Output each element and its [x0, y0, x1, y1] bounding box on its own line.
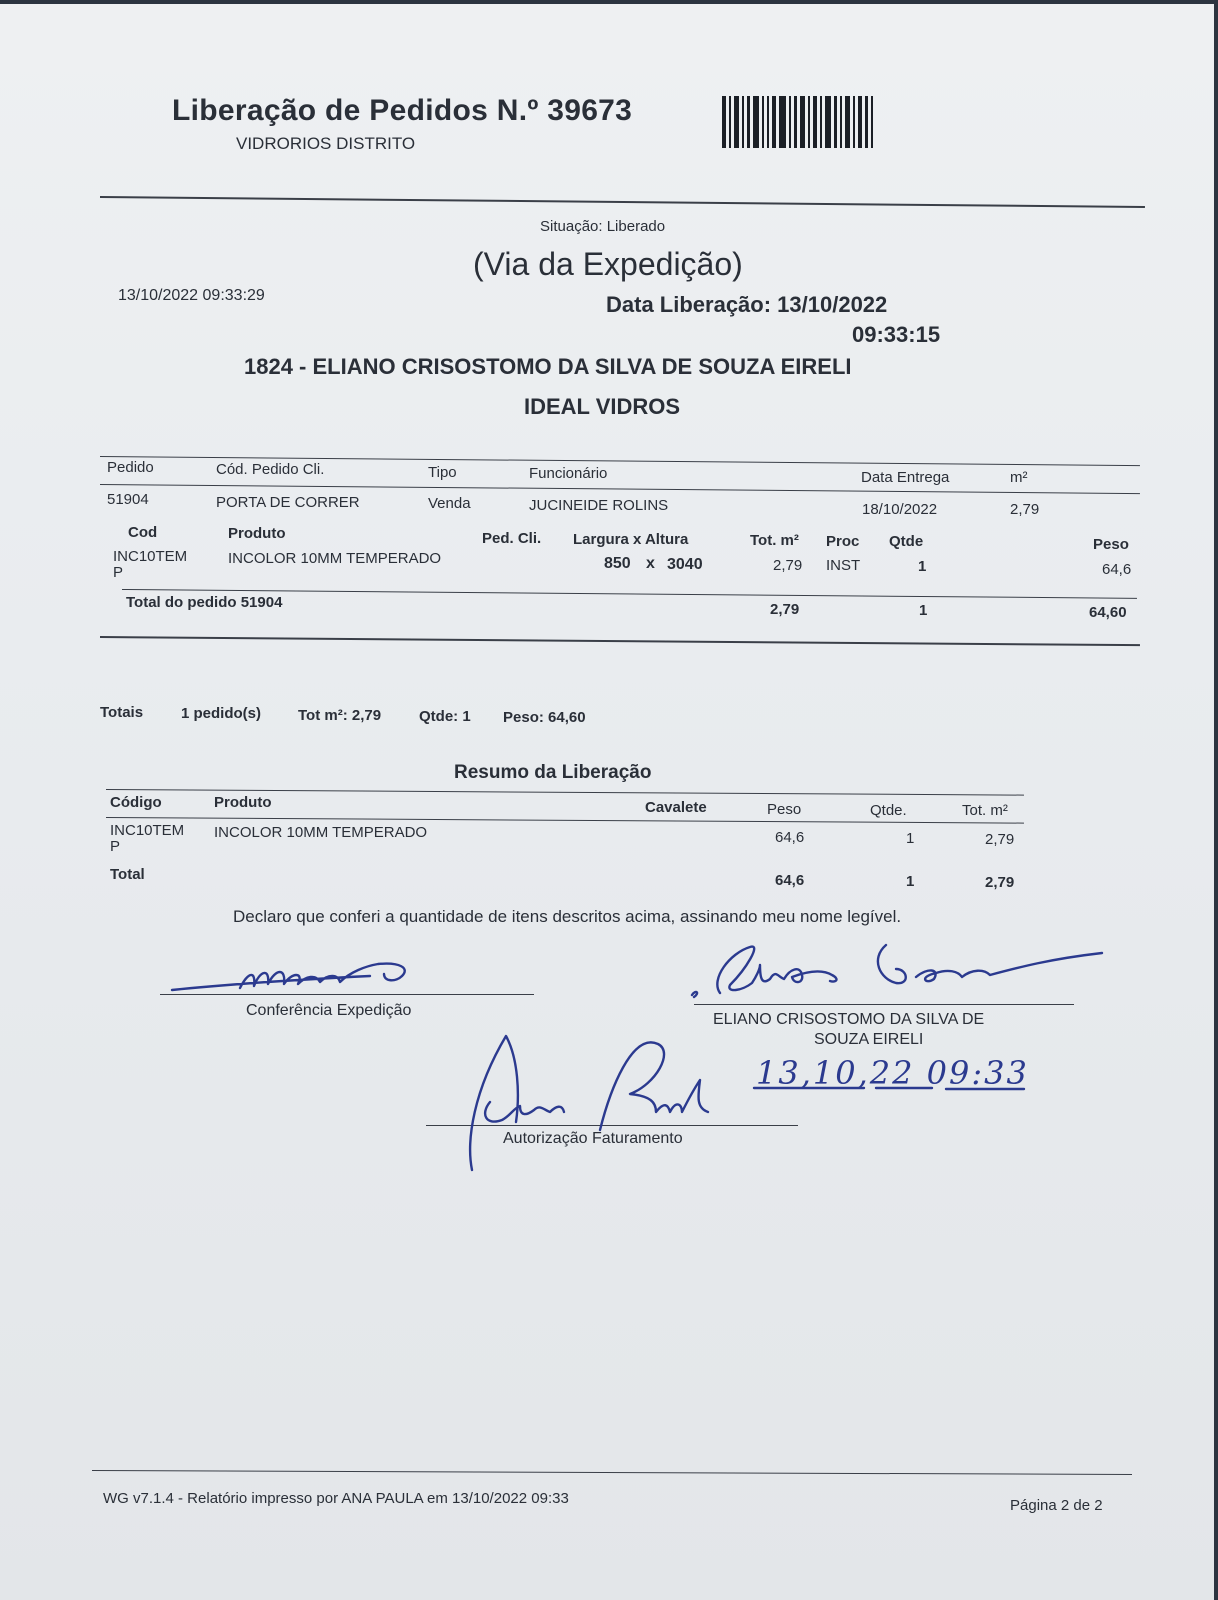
summary-col-cavalete: Cavalete — [645, 799, 707, 816]
barcode-image — [722, 96, 906, 148]
declaration-text: Declaro que conferi a quantidade de itens descritos acima, assinando meu nome legível. — [233, 907, 902, 926]
col-cod-pedido-cli: Cód. Pedido Cli. — [216, 461, 325, 478]
totals-qtde: Qtde: 1 — [419, 708, 471, 725]
totals-peso: Peso: 64,60 — [503, 709, 586, 726]
client-name: 1824 - ELIANO CRISOSTOMO DA SILVA DE SOUZA EIRELI — [244, 354, 852, 379]
via-title: (Via da Expedição) — [473, 246, 743, 282]
totals-pedidos: 1 pedido(s) — [181, 705, 262, 722]
release-date: Data Liberação: 13/10/2022 — [606, 292, 888, 317]
item-x: x — [646, 555, 655, 572]
document-page — [0, 4, 1214, 1600]
col-pedido: Pedido — [107, 459, 154, 476]
release-time: 09:33:15 — [852, 322, 941, 347]
summary-tot-m2: 2,79 — [985, 831, 1015, 848]
document-title: Liberação de Pedidos N.º 39673 — [172, 94, 633, 127]
col-tot-m2: Tot. m² — [750, 532, 799, 549]
summary-col-tot-m2: Tot. m² — [962, 802, 1008, 819]
order-table-header-rule — [100, 484, 1140, 494]
footer-printed-by: WG v7.1.4 - Relatório impresso por ANA PAULA em 13/10/2022 09:33 — [103, 1490, 569, 1507]
item-produto: INCOLOR 10MM TEMPERADO — [228, 550, 442, 567]
conferencia-label: Conferência Expedição — [246, 1002, 412, 1019]
status-text: Situação: Liberado — [540, 218, 666, 235]
cell-funcionario: JUCINEIDE ROLINS — [529, 497, 669, 514]
footer-rule — [92, 1470, 1132, 1475]
cell-pedido: 51904 — [107, 491, 149, 508]
totals-label: Totais — [100, 704, 144, 721]
autorizacao-signature — [460, 1030, 720, 1180]
col-qtde: Qtde — [889, 533, 924, 550]
item-cod-line2: P — [113, 564, 124, 581]
col-ped-cli: Ped. Cli. — [482, 530, 542, 547]
footer-page-number: Página 2 de 2 — [1010, 1497, 1103, 1514]
order-total-qtde: 1 — [919, 602, 928, 619]
summary-codigo-line2: P — [110, 838, 121, 855]
summary-col-qtde: Qtde. — [870, 802, 907, 819]
summary-col-produto: Produto — [214, 794, 272, 811]
header-divider — [100, 196, 1145, 208]
handwritten-date-underline — [752, 1084, 1052, 1094]
cell-data-entrega: 18/10/2022 — [862, 501, 938, 518]
item-altura: 3040 — [667, 556, 703, 573]
summary-total-tot-m2: 2,79 — [985, 874, 1015, 891]
summary-total-label: Total — [110, 866, 145, 883]
summary-total-qtde: 1 — [906, 873, 915, 890]
client-signature — [690, 939, 1110, 1009]
item-cod-line1: INC10TEM — [113, 548, 188, 565]
summary-qtde: 1 — [906, 830, 915, 847]
col-data-entrega: Data Entrega — [861, 469, 950, 486]
summary-col-codigo: Código — [110, 794, 162, 811]
client-trade-name: IDEAL VIDROS — [524, 394, 681, 419]
col-m2: m² — [1010, 469, 1028, 486]
col-cod: Cod — [128, 524, 158, 541]
col-produto: Produto — [228, 525, 286, 542]
item-tot-m2: 2,79 — [773, 557, 803, 574]
order-table-bottom-rule — [100, 636, 1140, 646]
col-funcionario: Funcionário — [529, 465, 608, 482]
col-tipo: Tipo — [428, 464, 457, 481]
client-signature-name-line2: SOUZA EIRELI — [814, 1031, 924, 1048]
col-largura-altura: Largura x Altura — [573, 531, 689, 548]
cell-cod-pedido-cli: PORTA DE CORRER — [216, 494, 360, 511]
col-proc: Proc — [826, 533, 860, 550]
cell-tipo: Venda — [428, 495, 471, 512]
summary-total-peso: 64,6 — [775, 872, 805, 889]
item-largura: 850 — [604, 555, 631, 572]
order-total-m2: 2,79 — [770, 601, 800, 618]
summary-col-peso: Peso — [767, 801, 802, 818]
summary-produto: INCOLOR 10MM TEMPERADO — [214, 824, 428, 841]
summary-peso: 64,6 — [775, 829, 805, 846]
printed-timestamp: 13/10/2022 09:33:29 — [118, 287, 265, 304]
client-signature-name-line1: ELIANO CRISOSTOMO DA SILVA DE — [713, 1011, 985, 1028]
summary-codigo-line1: INC10TEM — [110, 822, 185, 839]
item-proc: INST — [826, 557, 861, 574]
conferencia-signature — [170, 954, 430, 1004]
autorizacao-label: Autorização Faturamento — [503, 1130, 683, 1147]
handwritten-date: 13,10,22 09:33 — [756, 1054, 1029, 1092]
item-peso: 64,6 — [1102, 561, 1132, 578]
item-qtde: 1 — [918, 558, 927, 575]
order-total-peso: 64,60 — [1089, 604, 1127, 621]
company-name: VIDRORIOS DISTRITO — [236, 134, 416, 153]
col-peso: Peso — [1093, 536, 1129, 553]
order-total-label: Total do pedido 51904 — [126, 594, 283, 611]
cell-m2: 2,79 — [1010, 501, 1040, 518]
totals-m2: Tot m²: 2,79 — [298, 707, 382, 724]
summary-title: Resumo da Liberação — [454, 762, 652, 783]
